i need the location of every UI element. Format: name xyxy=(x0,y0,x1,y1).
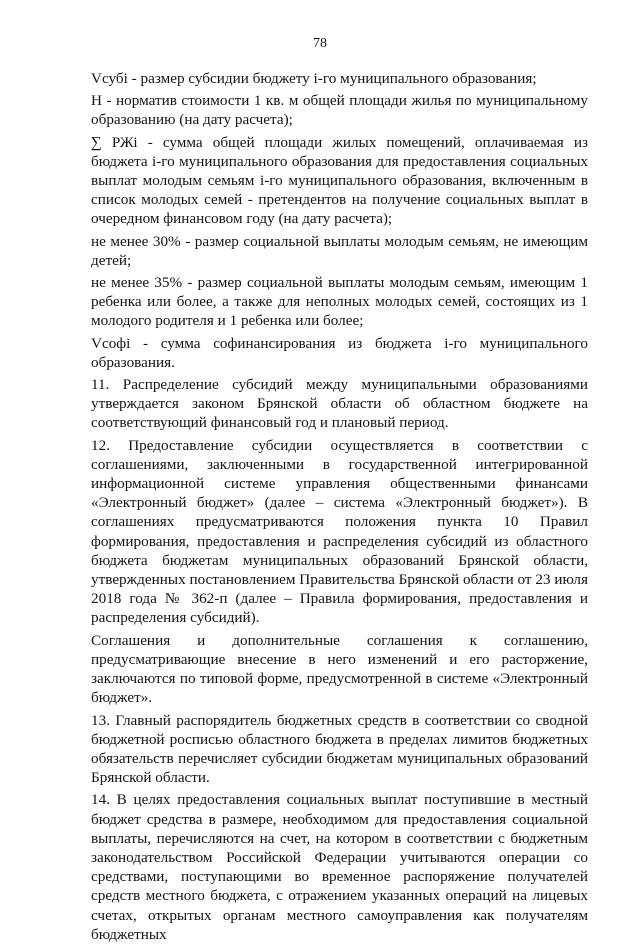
paragraph-payment-no-children: не менее 30% - размер социальной выплаты молодым семьям, не имеющим детей; xyxy=(91,232,588,269)
paragraph-area-sum-definition: ∑ РЖi - сумма общей площади жилых помещений, оплачиваемая из бюджета i-го муниципального образования для предоставления социальных выплат молодым семьям i-го муниципального образования, включенным в список молодых семей - претендентов на получение социальных выплат в очередном финансовом году (на дату расчета); xyxy=(91,133,588,228)
paragraph-item-14: 14. В целях предоставления социальных выплат поступившие в местный бюджет средства в размере, необходимом для предоставления социальной выплаты, перечисляются на счет, на котором в соответствии с бюджетным законодательством Российской Федерации учитываются операции со средствами, поступающими во временное распоряжение получателей средств местного бюджета, с отражением указанных операций на лицевых счетах, открытых органам местного самоуправления как получателям бюджетных xyxy=(91,791,588,943)
paragraph-agreements: Соглашения и дополнительные соглашения к соглашению, предусматривающие внесение в него изменений и его расторжение, заключаются по типовой форме, предусмотренной в системе «Электронный бюджет». xyxy=(91,631,588,707)
paragraph-item-13: 13. Главный распорядитель бюджетных средств в соответствии со сводной бюджетной росписью областного бюджета в пределах лимитов бюджетных обязательств перечисляет субсидии бюджетам муниципальных образований Брянской области. xyxy=(91,711,588,787)
paragraph-norm-definition: Н - норматив стоимости 1 кв. м общей площади жилья по муниципальному образованию (на дату расчета); xyxy=(91,92,588,129)
document-body xyxy=(91,69,588,944)
page-number: 78 xyxy=(313,36,327,51)
paragraph-vsub-definition: Vсубi - размер субсидии бюджету i-го муниципального образования; xyxy=(91,70,537,87)
paragraph-item-11: 11. Распределение субсидий между муниципальными образованиями утверждается законом Брянской области об областном бюджете на соответствующий финансовый год и плановый период. xyxy=(91,376,588,432)
paragraph-item-12: 12. Предоставление субсидии осуществляется в соответствии с соглашениями, заключенными в государственной интегрированной информационной системе управления общественными финансами «Электронный бюджет» (далее – система «Электронный бюджет»). В соглашениях предусматриваются положения пункта 10 Правил формирования, предоставления и распределения субсидий из областного бюджета бюджетам муниципальных образований Брянской области, утвержденных постановлением Правительства Брянской области от 23 июля 2018 года № 362-п (далее – Правила формирования, предоставления и распределения субсидий). xyxy=(91,436,588,627)
paragraph-payment-with-children: не менее 35% - размер социальной выплаты молодым семьям, имеющим 1 ребенка или более, а также для неполных молодых семей, состоящих из 1 молодого родителя и 1 ребенка или более; xyxy=(91,274,588,330)
paragraph-vsof-definition: Vсофi - сумма софинансирования из бюджета i-го муниципального образования. xyxy=(91,334,588,371)
